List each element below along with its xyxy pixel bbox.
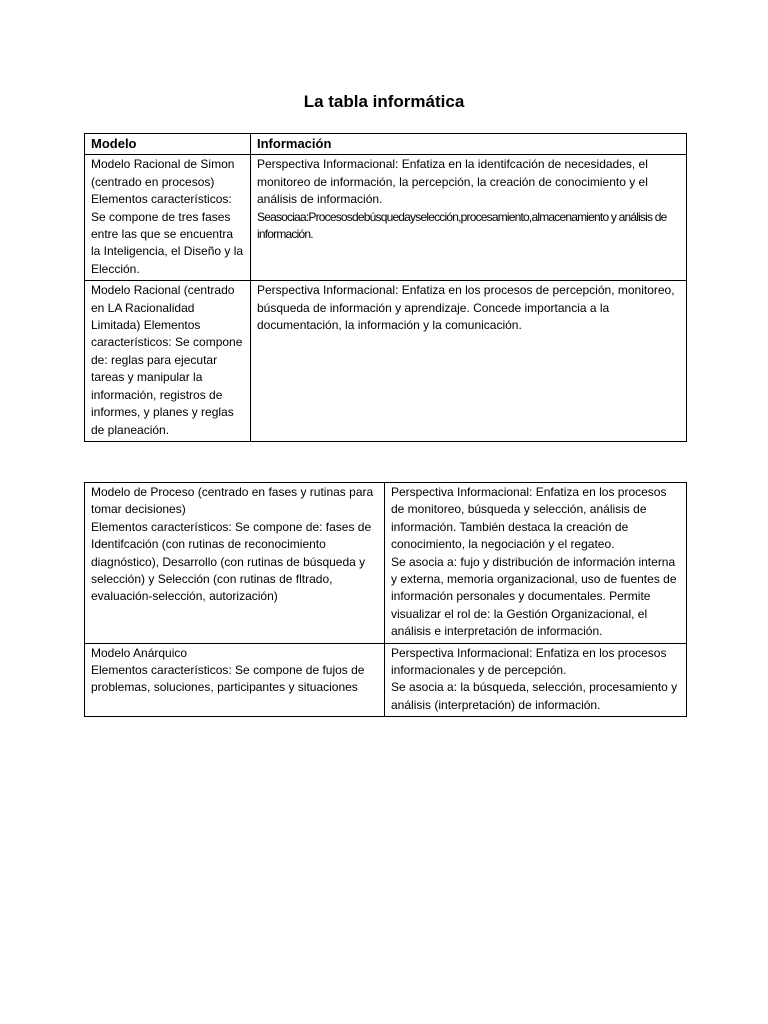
info-asocia: Seasociaa:Procesosdebúsquedayselección,procesamiento,almacenamiento y análisis de información.	[257, 209, 667, 242]
header-modelo: Modelo	[85, 134, 251, 155]
cell-informacion	[251, 281, 687, 442]
model-name: Modelo de Proceso (centrado en fases y rutinas para tomar decisiones)	[91, 485, 374, 517]
info-perspectiva: Perspectiva Informacional: Enfatiza en los procesos de percepción, monitoreo, búsqueda de información y aprendizaje. Concede importancia a la documentación, la información y la comunicación.	[257, 283, 675, 333]
table-row	[85, 643, 687, 717]
model-elements: Elementos característicos: Se compone de: fases de Identifcación (con rutinas de reconocimiento diagnóstico), Desarrollo (con rutinas de búsqueda y selección) y Selección (con rutinas de fltrado, evaluación-selección, autorización)	[91, 519, 372, 604]
info-asocia: Se asocia a: la búsqueda, selección, procesamiento y análisis (interpretación) de información.	[391, 680, 678, 712]
info-asocia: Se asocia a: fujo y distribución de información interna y externa, memoria organizacional, uso de fuentes de información personales y documentales. Permite visualizar el rol de: la Gestión Organizacional, el análisis e interpretación de información.	[391, 554, 677, 639]
model-name: Modelo Anárquico	[91, 645, 188, 660]
model-name: Modelo Racional de Simon	[91, 157, 235, 172]
cell-modelo	[85, 643, 385, 717]
cell-modelo	[85, 155, 251, 281]
cell-modelo	[85, 281, 251, 442]
info-perspectiva: Perspectiva Informacional: Enfatiza en la identifcación de necesidades, el monitoreo de información, la percepción, la creación de conocimiento y el análisis de información.	[257, 157, 648, 207]
model-elements: Elementos característicos: Se compone de fujos de problemas, soluciones, participantes y situaciones	[91, 663, 365, 695]
model-elements: Elementos característicos: Se compone de tres fases entre las que se encuentra la Inteligencia, el Diseño y la Elección.	[91, 192, 244, 276]
table-row	[85, 155, 687, 281]
cell-modelo	[85, 483, 385, 644]
models-table-1	[84, 133, 687, 442]
document-title: La tabla informática	[303, 92, 465, 111]
table-header-row	[85, 134, 687, 155]
cell-informacion	[385, 643, 687, 717]
table-row	[85, 281, 687, 442]
model-text: Modelo Racional (centrado en LA Racionalidad Limitada) Elementos característicos: Se compone de: reglas para ejecutar tareas y manipular la información, registros de informes, y planes y reglas de planeación.	[91, 283, 243, 437]
table-row	[85, 483, 687, 644]
cell-informacion	[385, 483, 687, 644]
info-perspectiva: Perspectiva Informacional: Enfatiza en los procesos informacionales y de percepción.	[391, 645, 667, 678]
models-table-2	[84, 482, 687, 717]
header-informacion: Información	[251, 134, 687, 155]
cell-informacion	[251, 155, 687, 281]
info-perspectiva: Perspectiva Informacional: Enfatiza en los procesos de monitoreo, búsqueda y selección, análisis de información. También destaca la creación de conocimiento, la negociación y el regateo.	[391, 485, 667, 552]
model-subtitle: (centrado en procesos)	[91, 174, 215, 189]
